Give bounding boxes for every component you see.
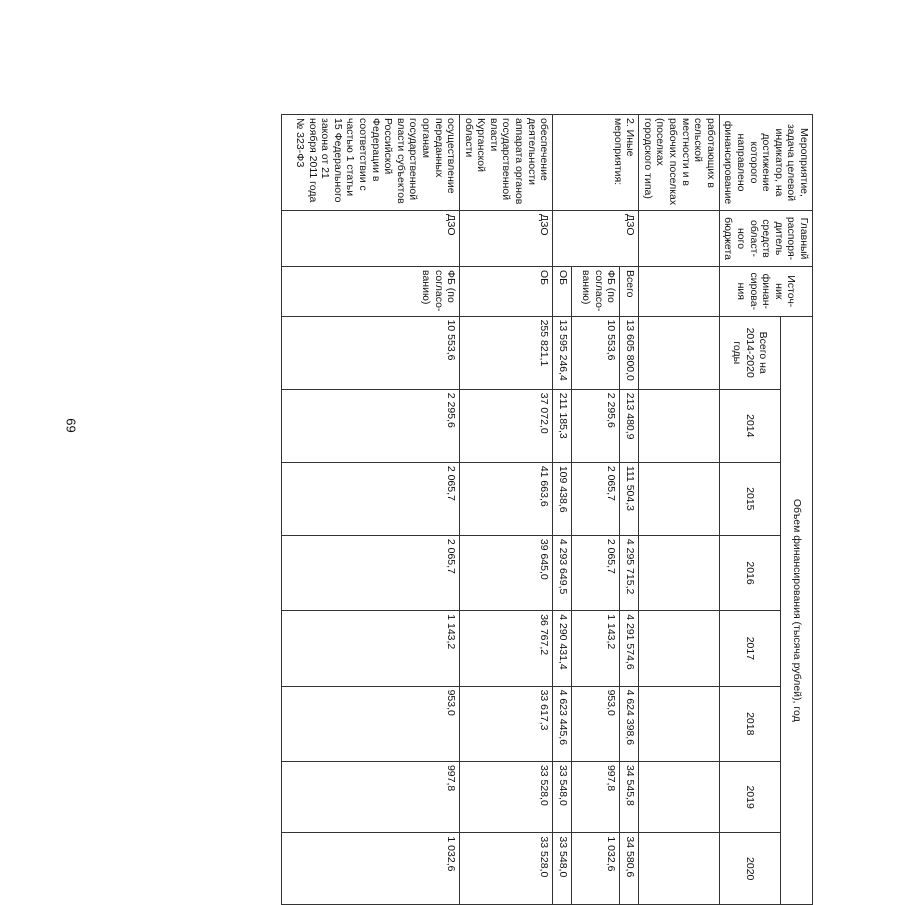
event-cell: обеспечение деятельности аппарата органов государственной власти Курганской области [460, 115, 553, 211]
value-cell: 1 032,6 [572, 833, 620, 905]
header-year: 2019 [719, 761, 780, 832]
event-cell: осуществление переданных органам государственной власти субъектов Российской Федерации в соответствии с частью 1 статьи 15 Федерального закона от 21 ноября 2011 года № 323-ФЗ [282, 115, 460, 211]
header-funding-title: Объем финансирования (тысяча рублей), год [780, 316, 812, 904]
value-cell: 997,8 [572, 761, 620, 832]
value-cell: 2 295,6 [282, 389, 460, 462]
total-cell: 10 553,6 [282, 316, 460, 389]
value-cell: 33 548,0 [553, 833, 572, 905]
table-row [460, 115, 553, 905]
value-cell: 41 663,6 [460, 462, 553, 535]
source-cell: ФБ (по согласо-ванию) [282, 266, 460, 316]
value-cell: 4 624 398,6 [620, 686, 639, 761]
value-cell: 2 295,6 [572, 389, 620, 462]
page-number: 69 [63, 418, 79, 433]
value-cell: 2 065,7 [282, 462, 460, 535]
value-cell: 997,8 [282, 761, 460, 832]
rotated-page [265, 0, 905, 905]
table-row [282, 115, 460, 905]
value-cell: 1 032,6 [282, 833, 460, 905]
value-cell: 34 580,6 [620, 833, 639, 905]
header-source: Источ-ник финан-сирова-ния [719, 266, 812, 316]
value-cell: 34 545,8 [620, 761, 639, 832]
value-cell: 213 480,9 [620, 389, 639, 462]
total-cell: 255 821,1 [460, 316, 553, 389]
value-cell: 953,0 [572, 686, 620, 761]
value-cell: 4 295 715,2 [620, 535, 639, 610]
source-cell: ОБ [460, 266, 553, 316]
header-year: 2018 [719, 686, 780, 761]
value-cell: 33 528,0 [460, 833, 553, 905]
manager-cell: ДЗО [460, 211, 553, 267]
manager-cell: ДЗО [282, 211, 460, 267]
header-year: 2014 [719, 389, 780, 462]
value-cell: 33 617,3 [460, 686, 553, 761]
manager-cell: ДЗО [553, 211, 639, 267]
header-year: 2016 [719, 535, 780, 610]
continuation-row [639, 115, 720, 905]
value-cell: 4 623 445,6 [553, 686, 572, 761]
source-cell: ФБ (по согласо-ванию) [572, 266, 620, 316]
total-cell: 13 595 246,4 [553, 316, 572, 389]
continuation-text: работающих в сельской местности и в рабочих поселках (поселках городского типа) [639, 115, 720, 211]
value-cell: 1 143,2 [572, 611, 620, 686]
value-cell: 2 065,7 [282, 535, 460, 610]
value-cell: 37 072,0 [460, 389, 553, 462]
value-cell: 33 548,0 [553, 761, 572, 832]
value-cell: 4 291 574,6 [620, 611, 639, 686]
funding-table [281, 114, 813, 905]
value-cell: 953,0 [282, 686, 460, 761]
value-cell: 111 504,3 [620, 462, 639, 535]
total-cell: 13 605 800,0 [620, 316, 639, 389]
table-row [620, 115, 639, 905]
value-cell: 4 293 649,5 [553, 535, 572, 610]
header-manager: Главный распоря-дитель средств област-ного бюджета [719, 211, 812, 267]
header-year: 2017 [719, 611, 780, 686]
header-year: 2015 [719, 462, 780, 535]
source-cell: ОБ [553, 266, 572, 316]
source-cell: Всего [620, 266, 639, 316]
value-cell: 1 143,2 [282, 611, 460, 686]
value-cell: 36 767,2 [460, 611, 553, 686]
event-cell: 2. Иные мероприятия: [553, 115, 639, 211]
value-cell: 4 290 431,4 [553, 611, 572, 686]
value-cell: 33 528,0 [460, 761, 553, 832]
total-cell: 10 553,6 [572, 316, 620, 389]
value-cell: 109 438,6 [553, 462, 572, 535]
header-row-1 [780, 115, 812, 905]
value-cell: 2 065,7 [572, 535, 620, 610]
value-cell: 39 645,0 [460, 535, 553, 610]
value-cell: 2 065,7 [572, 462, 620, 535]
header-event: Мероприятие, задача целевой индикатор, на достижение которого направлено финансирование [719, 115, 812, 211]
header-year: 2020 [719, 833, 780, 905]
value-cell: 211 185,3 [553, 389, 572, 462]
header-total: Всего на 2014-2020 годы [719, 316, 780, 389]
